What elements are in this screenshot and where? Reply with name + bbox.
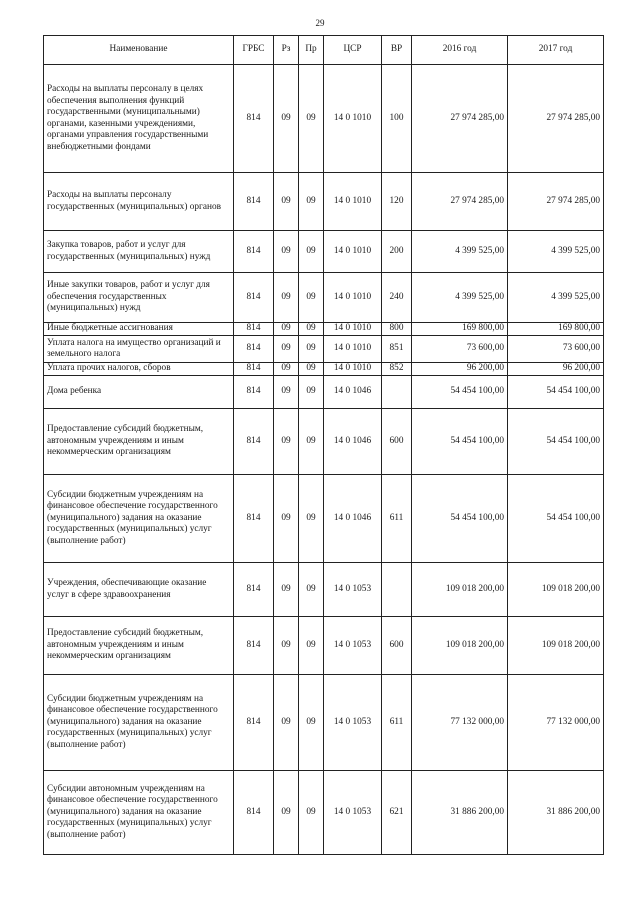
cell-2016: 54 454 100,00 [412, 475, 508, 563]
cell-rz: 09 [274, 336, 299, 363]
table-row [44, 231, 604, 273]
cell-rz: 09 [274, 173, 299, 231]
cell-name: Иные закупки товаров, работ и услуг для обеспечения государственных (муниципальных) нужд [44, 273, 234, 323]
cell-csr: 14 0 1010 [324, 323, 382, 336]
cell-2016: 4 399 525,00 [412, 231, 508, 273]
cell-2016: 73 600,00 [412, 336, 508, 363]
cell-grbs: 814 [234, 675, 274, 771]
cell-2016: 4 399 525,00 [412, 273, 508, 323]
cell-pr: 09 [299, 475, 324, 563]
cell-rz: 09 [274, 231, 299, 273]
cell-name: Предоставление субсидий бюджетным, автономным учреждениям и иным некоммерческим организациям [44, 409, 234, 475]
cell-name: Расходы на выплаты персоналу в целях обеспечения выполнения функций государственными (муниципальными) органами, казенными учреждениями, органами управления государственными внебюджетными фондами [44, 65, 234, 173]
table-row [44, 173, 604, 231]
table-row [44, 273, 604, 323]
cell-grbs: 814 [234, 173, 274, 231]
cell-2017: 54 454 100,00 [508, 409, 604, 475]
cell-2016: 54 454 100,00 [412, 409, 508, 475]
cell-csr: 14 0 1053 [324, 675, 382, 771]
cell-2017: 77 132 000,00 [508, 675, 604, 771]
cell-grbs: 814 [234, 409, 274, 475]
cell-csr: 14 0 1053 [324, 563, 382, 617]
cell-pr: 09 [299, 231, 324, 273]
cell-name: Учреждения, обеспечивающие оказание услуг в сфере здравоохранения [44, 563, 234, 617]
cell-vr [382, 376, 412, 409]
cell-vr: 851 [382, 336, 412, 363]
cell-rz: 09 [274, 563, 299, 617]
budget-table [43, 35, 604, 855]
cell-rz: 09 [274, 376, 299, 409]
cell-rz: 09 [274, 273, 299, 323]
cell-csr: 14 0 1010 [324, 173, 382, 231]
cell-rz: 09 [274, 675, 299, 771]
cell-name: Дома ребенка [44, 376, 234, 409]
cell-pr: 09 [299, 771, 324, 855]
cell-csr: 14 0 1053 [324, 771, 382, 855]
cell-name: Уплата налога на имущество организаций и земельного налога [44, 336, 234, 363]
cell-rz: 09 [274, 409, 299, 475]
cell-2016: 96 200,00 [412, 363, 508, 376]
cell-vr: 240 [382, 273, 412, 323]
cell-pr: 09 [299, 675, 324, 771]
cell-pr: 09 [299, 563, 324, 617]
table-row [44, 336, 604, 363]
table-row [44, 376, 604, 409]
cell-2016: 27 974 285,00 [412, 65, 508, 173]
table-row [44, 563, 604, 617]
cell-rz: 09 [274, 65, 299, 173]
cell-name: Закупка товаров, работ и услуг для государственных (муниципальных) нужд [44, 231, 234, 273]
table-row [44, 675, 604, 771]
cell-name: Субсидии бюджетным учреждениям на финансовое обеспечение государственного (муниципального) задания на оказание государственных (муниципальных) услуг (выполнение работ) [44, 475, 234, 563]
cell-vr: 611 [382, 475, 412, 563]
table-row [44, 409, 604, 475]
cell-name: Субсидии автономным учреждениям на финансовое обеспечение государственного (муниципального) задания на оказание государственных (муниципальных) услуг (выполнение работ) [44, 771, 234, 855]
cell-csr: 14 0 1046 [324, 376, 382, 409]
cell-2017: 109 018 200,00 [508, 563, 604, 617]
cell-pr: 09 [299, 617, 324, 675]
cell-pr: 09 [299, 376, 324, 409]
cell-pr: 09 [299, 173, 324, 231]
cell-2017: 27 974 285,00 [508, 173, 604, 231]
cell-2017: 96 200,00 [508, 363, 604, 376]
header-grbs: ГРБС [234, 36, 274, 65]
table-row [44, 771, 604, 855]
cell-2016: 109 018 200,00 [412, 617, 508, 675]
cell-csr: 14 0 1010 [324, 65, 382, 173]
header-rz: Рз [274, 36, 299, 65]
cell-vr: 800 [382, 323, 412, 336]
cell-rz: 09 [274, 771, 299, 855]
cell-pr: 09 [299, 336, 324, 363]
cell-vr [382, 563, 412, 617]
cell-name: Расходы на выплаты персоналу государственных (муниципальных) органов [44, 173, 234, 231]
cell-2016: 109 018 200,00 [412, 563, 508, 617]
header-csr: ЦСР [324, 36, 382, 65]
cell-2017: 169 800,00 [508, 323, 604, 336]
table-row [44, 475, 604, 563]
table-header-row [44, 36, 604, 65]
cell-2017: 31 886 200,00 [508, 771, 604, 855]
cell-2017: 109 018 200,00 [508, 617, 604, 675]
cell-2017: 73 600,00 [508, 336, 604, 363]
cell-grbs: 814 [234, 475, 274, 563]
cell-vr: 200 [382, 231, 412, 273]
cell-2016: 54 454 100,00 [412, 376, 508, 409]
cell-vr: 600 [382, 617, 412, 675]
cell-name: Субсидии бюджетным учреждениям на финансовое обеспечение государственного (муниципального) задания на оказание государственных (муниципальных) услуг (выполнение работ) [44, 675, 234, 771]
cell-rz: 09 [274, 475, 299, 563]
cell-csr: 14 0 1010 [324, 336, 382, 363]
cell-csr: 14 0 1010 [324, 231, 382, 273]
cell-grbs: 814 [234, 336, 274, 363]
cell-grbs: 814 [234, 363, 274, 376]
cell-name: Предоставление субсидий бюджетным, автономным учреждениям и иным некоммерческим организациям [44, 617, 234, 675]
table-row [44, 363, 604, 376]
cell-grbs: 814 [234, 231, 274, 273]
cell-2016: 169 800,00 [412, 323, 508, 336]
cell-grbs: 814 [234, 617, 274, 675]
cell-2016: 77 132 000,00 [412, 675, 508, 771]
cell-2017: 54 454 100,00 [508, 376, 604, 409]
header-vr: ВР [382, 36, 412, 65]
table-row [44, 65, 604, 173]
cell-rz: 09 [274, 617, 299, 675]
cell-pr: 09 [299, 65, 324, 173]
header-2017: 2017 год [508, 36, 604, 65]
table-row [44, 323, 604, 336]
cell-vr: 621 [382, 771, 412, 855]
cell-csr: 14 0 1046 [324, 475, 382, 563]
cell-2017: 4 399 525,00 [508, 273, 604, 323]
cell-vr: 600 [382, 409, 412, 475]
header-pr: Пр [299, 36, 324, 65]
table-row [44, 617, 604, 675]
cell-csr: 14 0 1046 [324, 409, 382, 475]
cell-vr: 852 [382, 363, 412, 376]
cell-grbs: 814 [234, 273, 274, 323]
cell-rz: 09 [274, 363, 299, 376]
cell-2016: 31 886 200,00 [412, 771, 508, 855]
cell-csr: 14 0 1053 [324, 617, 382, 675]
cell-name: Уплата прочих налогов, сборов [44, 363, 234, 376]
cell-grbs: 814 [234, 376, 274, 409]
cell-csr: 14 0 1010 [324, 363, 382, 376]
cell-vr: 120 [382, 173, 412, 231]
cell-rz: 09 [274, 323, 299, 336]
cell-grbs: 814 [234, 563, 274, 617]
cell-2017: 4 399 525,00 [508, 231, 604, 273]
cell-grbs: 814 [234, 771, 274, 855]
cell-csr: 14 0 1010 [324, 273, 382, 323]
cell-pr: 09 [299, 323, 324, 336]
cell-grbs: 814 [234, 65, 274, 173]
header-2016: 2016 год [412, 36, 508, 65]
cell-grbs: 814 [234, 323, 274, 336]
header-name: Наименование [44, 36, 234, 65]
cell-name: Иные бюджетные ассигнования [44, 323, 234, 336]
page-number: 29 [315, 18, 325, 28]
cell-pr: 09 [299, 273, 324, 323]
cell-pr: 09 [299, 363, 324, 376]
cell-pr: 09 [299, 409, 324, 475]
cell-2017: 27 974 285,00 [508, 65, 604, 173]
cell-2017: 54 454 100,00 [508, 475, 604, 563]
cell-vr: 611 [382, 675, 412, 771]
cell-2016: 27 974 285,00 [412, 173, 508, 231]
cell-vr: 100 [382, 65, 412, 173]
